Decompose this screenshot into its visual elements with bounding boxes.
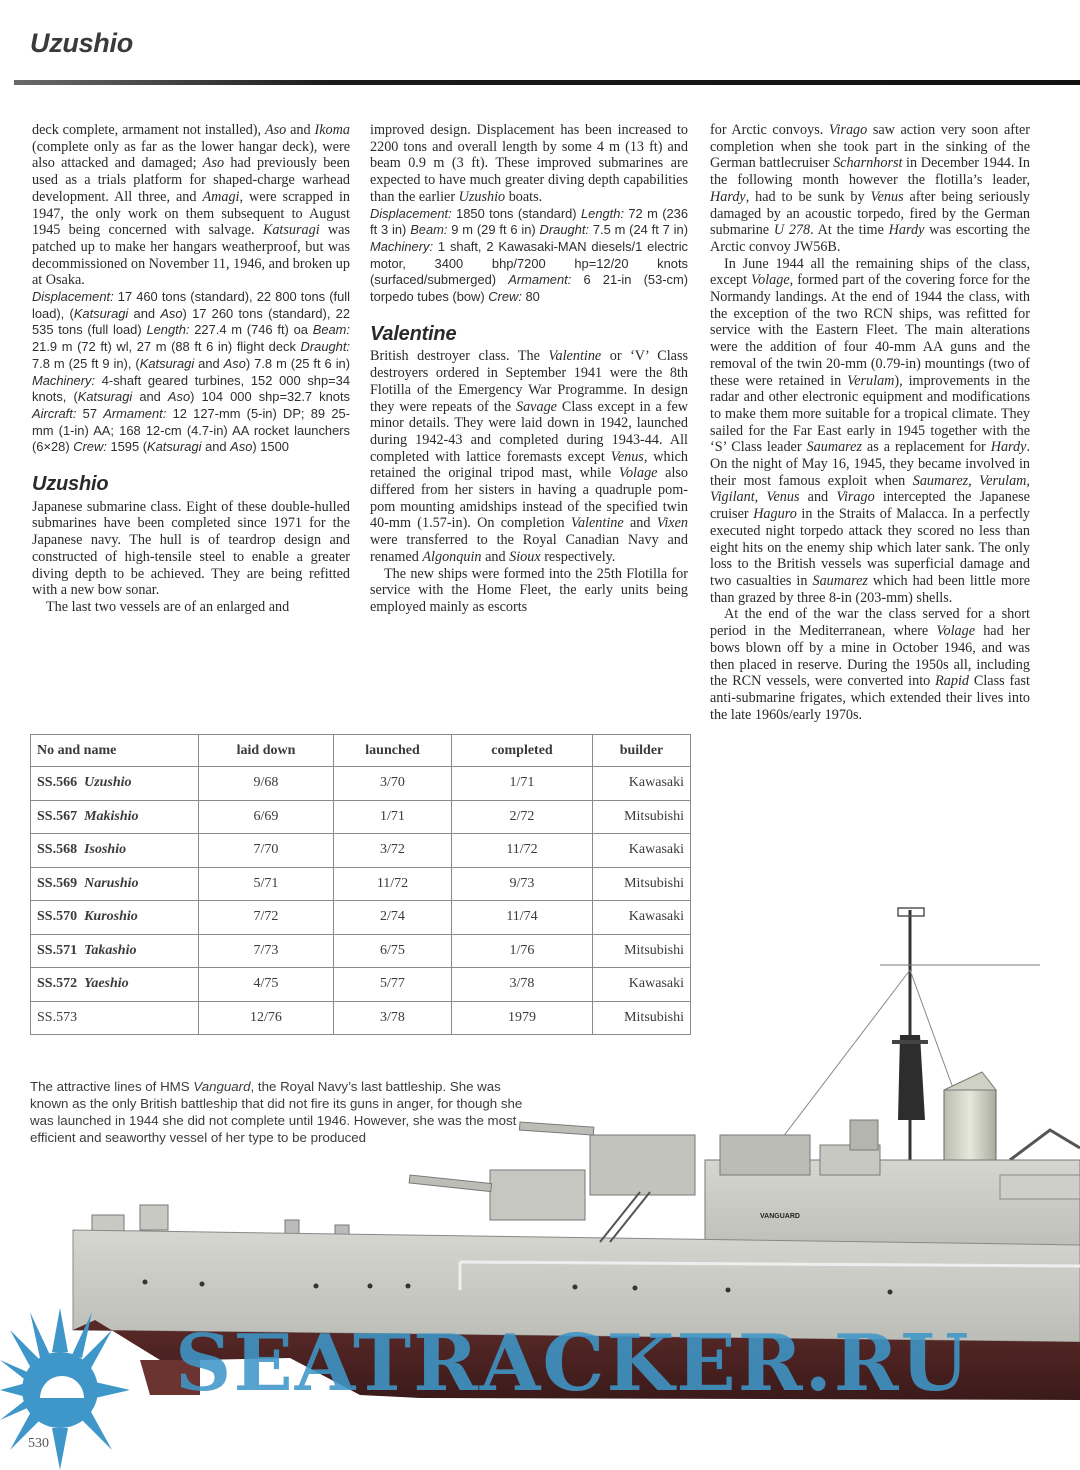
watermark-sunburst-icon [0,1300,150,1470]
column-3 [710,122,1030,723]
launched: 6/75 [334,934,452,968]
laid-down: 7/70 [199,834,334,868]
valentine-paragraph-2: The new ships were formed into the 25th Flotilla for service with the Home Fleet, the early units being employed mainly as escorts [370,565,688,615]
builder: Kawasaki [593,901,691,935]
laid-down: 7/72 [199,901,334,935]
launched: 11/72 [334,867,452,901]
table-row [31,968,691,1002]
laid-down: 6/69 [199,800,334,834]
head-rule [14,80,1080,85]
completed: 1/76 [452,934,593,968]
valentine-paragraph-1: British destroyer class. The Valentine or ‘V’ Class destroyers ordered in September 1941 were the 8th Flotilla of the Emergency War Programme. In design they were repeats of the Savage Class except in a few minor details. They were laid down in 1942, launched during 1942-43 and completed during 1943-44. All completed with lattice foremasts except Venus, which retained the original tripod mast, while Volage also differed from her sisters in having a quadruple pom-pom mounting amidships instead of the specified twin 40-mm (1.57-in). On completion Valentine and Vixen were transferred to the Royal Canadian Navy and renamed Algonquin and Sioux respectively. [370,348,688,565]
builder: Mitsubishi [593,934,691,968]
ship-no-name: SS.569 Narushio [31,867,199,901]
col-header-completed: completed [452,735,593,767]
col-header-launched: launched [334,735,452,767]
hull-name-label: VANGUARD [760,1213,800,1220]
table-header-row [31,735,691,767]
page-number: 530 [28,1436,49,1451]
launched: 3/70 [334,767,452,801]
valentine-paragraph-3: for Arctic convoys. Virago saw action very soon after completion when she took part in the sinking of the German battlecruiser Scharnhorst in December 1944. In the following month however the flotilla’s leader, Hardy, had to be sunk by Venus after being seriously damaged by an acoustic torpedo, fired by the German submarine U 278. At the time Hardy was escorting the Arctic convoy JW56B. [710,122,1031,255]
illustration-caption: The attractive lines of HMS Vanguard, the Royal Navy’s last battleship. She was known as the only British battleship that did not fire its guns in anger, for though she was launched in 1944 she did not complete until 1946. However, she was the most efficient and seaworthy vessel of her type to be produced [30,1079,523,1145]
ship-no-name: SS.566 Uzushio [31,767,199,801]
carrier-paragraph: deck complete, armament not installed), Aso and Ikoma (complete only as far as the lower hangar deck), were also attacked and damaged; Aso had previously been used as a trials platform for shaped-charge warhead development. All three, and Amagi, were scrapped in 1947, the only work on them subsequent to August 1945 being concerned with salvage. Katsuragi was patched up to make her hangars weatherproof, but was decommissioned on November 11, 1946, and broken up at Osaka. [32,122,350,289]
col-header-builder: builder [593,735,691,767]
ship-no-name: SS.570 Kuroshio [31,901,199,935]
carrier-spec-block: Displacement: 17 460 tons (standard), 22 800 tons (full load), (Katsuragi and Aso) 17 260 tons (standard), 22 535 tons (full load) Length: 227.4 m (746 ft) oa Beam: 21.9 m (72 ft) wl, 27 m (88 ft 6 in) flight deck Draught: 7.8 m (25 ft 9 in), (Katsuragi and Aso) 7.8 m (25 ft 6 in) Machinery: 4-shaft geared turbines, 152 000 shp=34 knots, (Katsuragi and Aso) 104 000 shp=32.7 knots Aircraft: 57 Armament: 12 127-mm (5-in) DP; 89 25-mm (1-in) AA; 168 12-cm (4.7-in) AA rocket launchers (6×28) Crew: 1595 (Katsuragi and Aso) 1500 [32,289,351,455]
builder: Mitsubishi [593,800,691,834]
builder: Mitsubishi [593,867,691,901]
completed: 1/71 [452,767,593,801]
completed: 2/72 [452,800,593,834]
laid-down: 12/76 [199,1001,334,1035]
table-row [31,901,691,935]
section-title-valentine: Valentine [370,322,457,345]
builder: Kawasaki [593,834,691,868]
table-row [31,867,691,901]
col-header-name: No and name [31,735,199,767]
ship-no-name: SS.572 Yaeshio [31,968,199,1002]
launched: 1/71 [334,800,452,834]
laid-down: 7/73 [199,934,334,968]
builder: Kawasaki [593,968,691,1002]
laid-down: 9/68 [199,767,334,801]
laid-down: 4/75 [199,968,334,1002]
uzushio-paragraph-2: The last two vessels are of an enlarged and [46,598,290,615]
column-2 [370,122,688,616]
completed: 11/74 [452,901,593,935]
ship-no-name: SS.571 Takashio [31,934,199,968]
completed: 3/78 [452,968,593,1002]
table-row [31,800,691,834]
uzushio-paragraph-1: Japanese submarine class. Eight of these double-hulled submarines have been completed since 1971 for the Japanese navy. The hull is of teardrop design and constructed of high-tensile steel to enable a greater diving depth to be achieved. They are being refitted with a new bow sonar. [32,498,350,599]
launched: 2/74 [334,901,452,935]
completed: 11/72 [452,834,593,868]
ship-no-name: SS.573 [31,1001,199,1035]
table-row [31,834,691,868]
column-1 [32,122,350,616]
uzushio-class-table [30,734,691,1035]
valentine-paragraph-5: At the end of the war the class served for a short period in the Mediterranean, where Volage had her bows blown off by a mine in October 1946, and was then placed in reserve. During the 1950s all, including the RCN vessels, were converted into Rapid Class fast anti-submarine frigates, which extended their lives into the late 1960s/early 1970s. [710,606,1030,723]
running-head: Uzushio [30,28,133,58]
builder: Kawasaki [593,767,691,801]
table-row [31,767,691,801]
ship-no-name: SS.568 Isoshio [31,834,199,868]
col-header-laid-down: laid down [199,735,334,767]
launched: 3/72 [334,834,452,868]
table-row [31,934,691,968]
valentine-paragraph-4: In June 1944 all the remaining ships of the class, except Volage, formed part of the covering force for the Normandy landings. At the end of 1944 the class, with the exception of the two RCN ships, was refitted for service with the Eastern Fleet. The main alterations were the addition of four 40-mm AA guns and the removal of the twin 20-mm (0.79-in) mountings (two of these were retained in Verulam), improvements in the radar and other electronic equipment and modifications to make them more suitable for a tropical climate. They sailed for the Far East early in 1945 together with the ‘S’ Class leader Saumarez as a replacement for Hardy. On the night of May 16, 1945, they became involved in their most famous exploit when Saumarez, Verulam, Vigilant, Venus and Virago intercepted the Japanese cruiser Haguro in the Straits of Malacca. In a perfectly executed night torpedo attack they scored no less than eight hits on the enemy ship which later sank. The only loss to the British vessels was superficial damage and two casualties in Saumarez which had been little more than grazed by three 8-in (203-mm) shells. [710,255,1031,606]
ship-no-name: SS.567 Makishio [31,800,199,834]
launched: 3/78 [334,1001,452,1035]
completed: 1979 [452,1001,593,1035]
launched: 5/77 [334,968,452,1002]
section-title-uzushio: Uzushio [32,473,109,496]
laid-down: 5/71 [199,867,334,901]
completed: 9/73 [452,867,593,901]
uzushio-paragraph-3: improved design. Displacement has been increased to 2200 tons and overall length by some 4 m (13 ft) and beam 0.9 m (3 ft). These improved submarines are expected to have much greater diving depth capabilities than the earlier Uzushio boats. [370,122,688,205]
builder: Mitsubishi [593,1001,691,1035]
watermark-text: SEATRACKER.RU [175,1318,971,1409]
table-row [31,1001,691,1035]
uzushio-spec-block: Displacement: 1850 tons (standard) Length: 72 m (236 ft 3 in) Beam: 9 m (29 ft 6 in) Draught: 7.5 m (24 ft 7 in) Machinery: 1 shaft, 2 Kawasaki-MAN diesels/1 electric motor, 3400 bhp/7200 hp=12/20 knots (surfaced/submerged) Armament: 6 21-in (53-cm) torpedo tubes (bow) Crew: 80 [370,205,689,305]
